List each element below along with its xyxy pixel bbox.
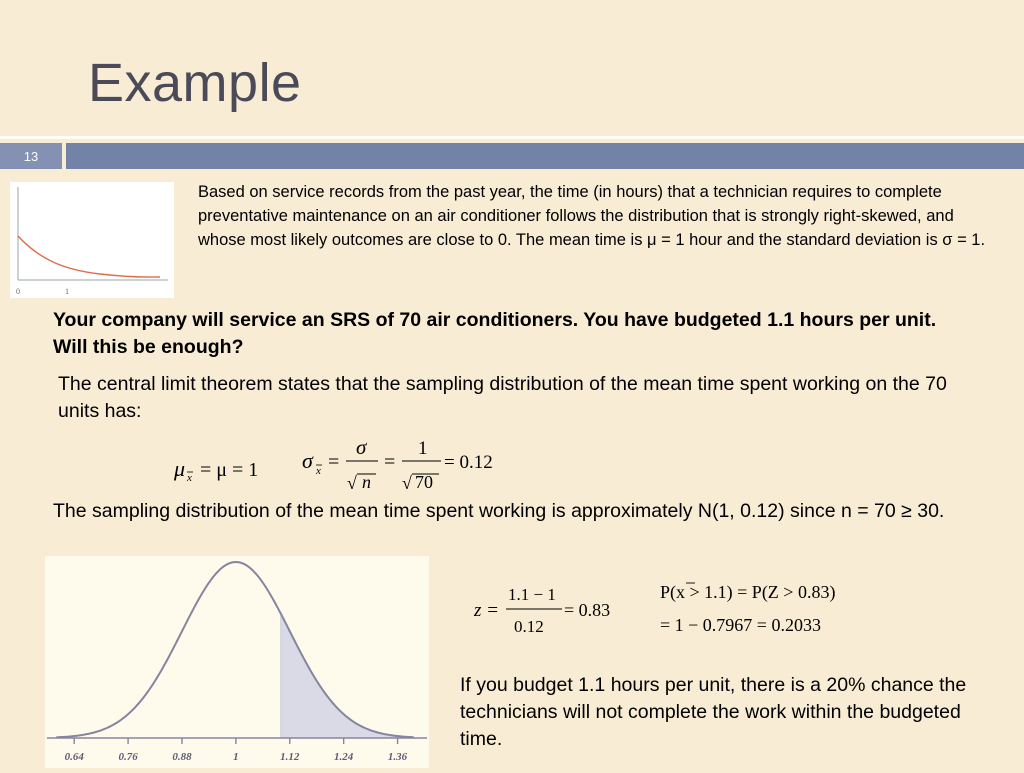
thumb-tick-0: 0 — [16, 287, 20, 296]
sigma-subscript: x — [316, 465, 321, 477]
svg-text:√: √ — [402, 473, 412, 493]
mu-rhs: = μ = 1 — [200, 459, 259, 481]
svg-text:=: = — [384, 451, 396, 473]
x-tick-label: 1.24 — [334, 751, 354, 763]
one-numerator: 1 — [418, 438, 428, 459]
header-band — [66, 143, 1024, 169]
top-divider — [0, 136, 1024, 139]
shaded-tail-area — [281, 614, 429, 738]
intro-paragraph: Based on service records from the past year, the time (in hours) that a technician requires to complete preventative maintenance on an air conditioner follows the distribution that is strongly right-skewed, and whose most likely outcomes are close to 0. The mean time is μ = 1 hour and the standard deviation is σ = 1. — [198, 183, 986, 249]
svg-text:√: √ — [347, 473, 357, 493]
x-tick-label: 0.64 — [64, 751, 84, 763]
sigma-result: = 0.12 — [444, 452, 493, 473]
svg-text:=: = — [328, 451, 340, 473]
sigma-xbar-formula — [298, 432, 513, 498]
thumb-tick-1: 1 — [65, 287, 69, 296]
x-tick-label: 1 — [233, 751, 239, 763]
z-result: = 0.83 — [564, 600, 611, 620]
x-tick-label: 0.88 — [172, 751, 192, 763]
approximation-paragraph: The sampling distribution of the mean time spent working is approximately N(1, 0.12) since n = 70 ≥ 30. — [53, 500, 945, 522]
normal-distribution-chart — [45, 556, 429, 768]
clt-paragraph: The central limit theorem states that the sampling distribution of the mean time spent working on the 70 units has: — [58, 373, 947, 422]
sigma-symbol: σ — [302, 448, 313, 473]
mu-subscript: x — [187, 472, 192, 484]
mu-xbar-formula — [170, 452, 280, 486]
skewed-distribution-thumbnail — [10, 182, 174, 298]
seventy-denominator: 70 — [415, 472, 433, 492]
normal-curve-line — [56, 562, 414, 737]
conclusion-paragraph: If you budget 1.1 hours per unit, there is a 20% chance the technicians will not complete the work within the budgeted time. — [460, 674, 967, 750]
slide-title: Example — [88, 53, 302, 113]
question-paragraph: Your company will service an SRS of 70 air conditioners. You have budgeted 1.1 hours per unit. Will this be enough? — [53, 309, 937, 358]
thumb-curve-line — [18, 236, 160, 277]
x-tick-label: 0.76 — [118, 751, 138, 763]
probability-formula — [656, 576, 916, 642]
slide-number: 13 — [0, 143, 62, 169]
x-tick-label: 1.36 — [387, 751, 408, 763]
probability-line-1: P(x > 1.1) = P(Z > 0.83) — [660, 582, 836, 602]
probability-line-2: = 1 − 0.7967 = 0.2033 — [660, 615, 821, 635]
z-score-formula — [470, 578, 630, 642]
z-numerator: 1.1 − 1 — [508, 585, 556, 604]
mu-symbol: μ — [174, 456, 186, 481]
sigma-denominator-n: n — [362, 472, 371, 492]
x-tick-label: 1.12 — [280, 751, 300, 763]
sigma-numerator: σ — [356, 435, 367, 459]
z-denominator: 0.12 — [514, 617, 544, 636]
z-lhs: z = — [474, 600, 499, 621]
